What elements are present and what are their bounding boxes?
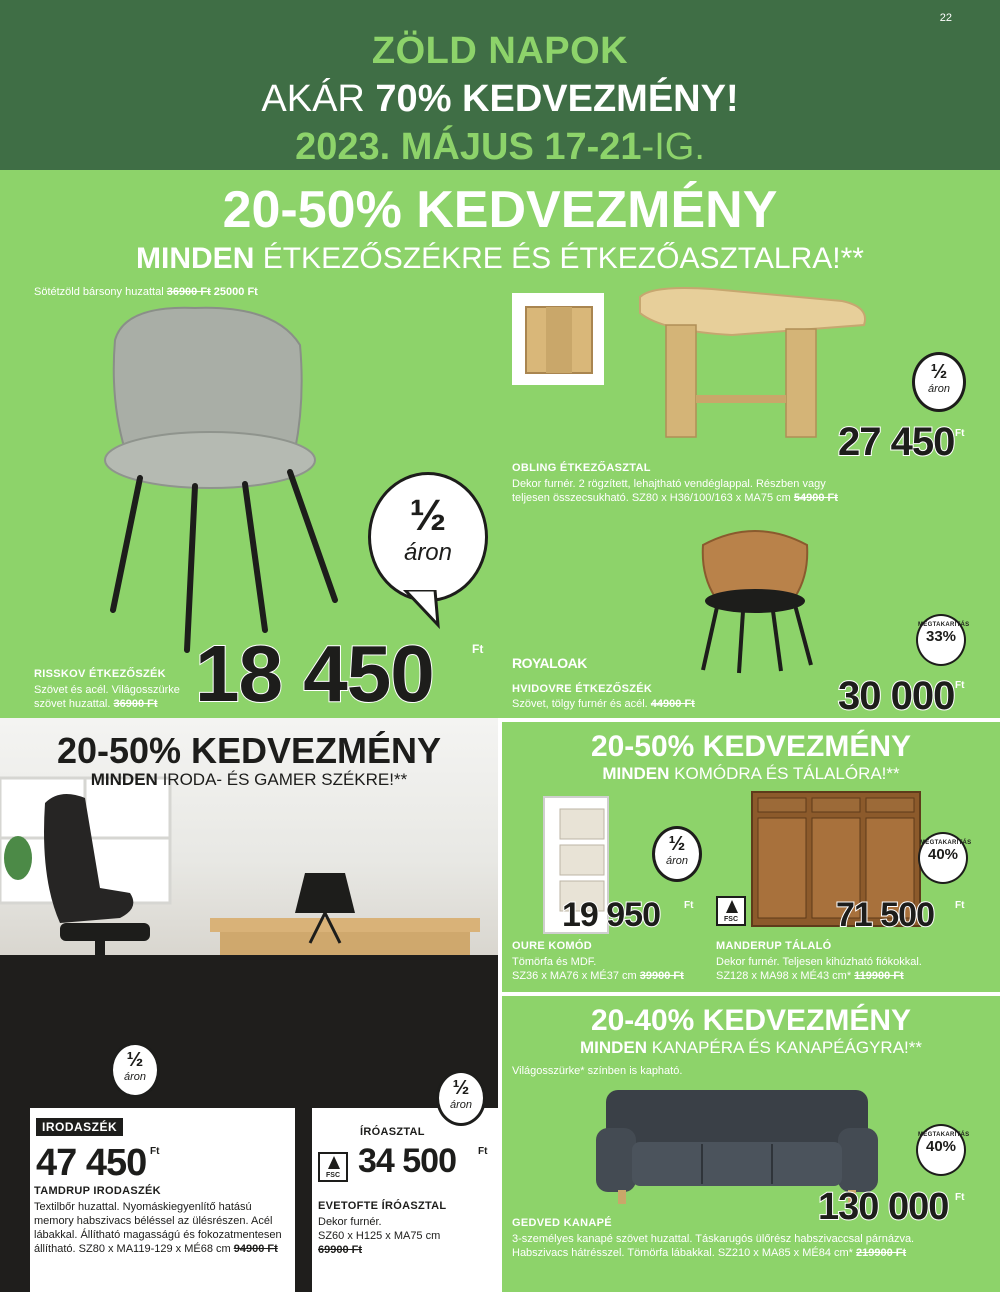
office-subtitle [0,770,498,790]
header-line-2 [0,78,1000,121]
oure-half-price-badge [652,826,702,882]
hvidovre-badge-label: MEGTAKARÍTÁS [918,622,970,628]
oure-currency: Ft [684,900,694,911]
dining-subtitle [0,242,1000,276]
obling-table-image [632,285,872,450]
office-chair-desc-4: állítható. SZ80 x MA119-129 x MÉ68 cm [34,1243,231,1255]
gedved-desc [512,1232,914,1260]
header-line-3-suffix: -IG. [641,126,705,168]
manderup-price: 71 500 [836,896,934,934]
manderup-badge-label: MEGTAKARÍTÁS [920,840,972,846]
oure-badge-half: ½ [668,833,686,855]
gedved-badge-value: 40% [925,1138,957,1155]
header-line-2-prefix: AKÁR [261,78,365,120]
manderup-desc-1: Dekor furnér. Teljesen kihúzható fiókokkal. [716,956,922,968]
office-desk-fsc-text: FSC [326,1172,340,1179]
office-title: 20-50% KEDVEZMÉNY [56,730,442,771]
commode-subtitle-rest: KOMÓDRA ÉS TÁLALÓRA!** [674,764,900,783]
risskov-half-price-badge [368,472,488,602]
obling-name: OBLING ÉTKEZŐASZTAL [512,462,651,474]
commode-subtitle-bold: MINDEN [602,764,670,783]
oure-name: OURE KOMÓD [512,940,592,952]
oure-desc-2: SZ36 x MA76 x MÉ37 cm [512,970,637,982]
header-line-1: ZÖLD NAPOK [371,30,629,72]
risskov-badge-tail-icon [400,590,440,630]
gedved-desc-2: Habszivacs hátrésszel. Tömörfa lábakkal. SZ210 x MA85 x MÉ84 cm* [512,1247,853,1259]
obling-half-price-badge [912,352,966,412]
obling-badge-text: áron [927,383,951,395]
commode-subtitle [502,764,1000,784]
manderup-currency: Ft [955,900,965,911]
office-chair-price: 47 450 [36,1142,147,1184]
obling-currency: Ft [955,428,965,439]
sofa-subtitle-rest: KANAPÉRA ÉS KANAPÉÁGYRA!** [651,1038,922,1057]
hvidovre-desc-1: Szövet, tölgy furnér és acél. [512,698,648,710]
gedved-currency: Ft [955,1192,965,1203]
hvidovre-price: 30 000 [838,674,955,718]
office-desk-desc-2: SZ60 x H125 x MA75 cm [318,1230,441,1242]
oure-old-price: 39900 Ft [639,970,684,982]
gedved-price: 130 000 [818,1186,949,1228]
risskov-currency: Ft [472,642,484,656]
office-subtitle-bold: MINDEN [90,770,158,789]
sofa-subtitle-bold: MINDEN [579,1038,648,1057]
gedved-name: GEDVED KANAPÉ [512,1217,612,1229]
sofa-title: 20-40% KEDVEZMÉNY [590,1004,912,1037]
office-desk-half-price-badge [436,1070,486,1126]
hvidovre-savings-badge [916,614,970,666]
velvet-new-price: 25000 Ft [213,286,258,298]
office-chair-desc-1: Textilbőr huzattal. Nyomáskiegyenlítő hatású [34,1201,252,1213]
office-chair-old-price: 94900 Ft [233,1243,278,1255]
hvidovre-name: HVIDOVRE ÉTKEZŐSZÉK [512,683,653,695]
risskov-name: RISSKOV ÉTKEZŐSZÉK [34,668,166,680]
manderup-fsc-text: FSC [724,916,738,923]
office-chair-desc [34,1200,282,1256]
office-desk-name: EVETOFTE ÍRÓASZTAL [318,1200,447,1212]
dining-subtitle-bold: MINDEN [136,242,255,275]
obling-price: 27 450 [838,420,955,464]
header-line-2-bold: 70% KEDVEZMÉNY! [375,78,739,120]
dining-title: 20-50% KEDVEZMÉNY [222,181,778,239]
office-desk-old-price: 69900 Ft [318,1244,363,1256]
dining-subtitle-rest: ÉTKEZŐSZÉKRE ÉS ÉTKEZŐASZTALRA!** [262,242,864,275]
risskov-price: 18 450 [195,629,434,718]
office-desk-badge-text: áron [449,1099,473,1111]
hvidovre-old-price: 44900 Ft [650,698,695,710]
sofa-note: Világosszürke* színben is kapható. [512,1065,683,1077]
sofa-subtitle [502,1038,1000,1058]
manderup-fsc-logo [716,896,746,926]
risskov-desc-1: Szövet és acél. Világosszürke [34,684,180,696]
office-chair-desc-3: lábakkal. Állítható magasságú és fokozatmentesen [34,1229,282,1241]
office-desk-currency: Ft [478,1146,488,1157]
office-chair-badge-half: ½ [126,1049,144,1071]
office-chair-tag: IRODASZÉK [36,1118,123,1136]
office-chair-currency: Ft [150,1146,160,1157]
oure-badge-text: áron [665,855,689,867]
velvet-old-price: 36900 Ft [166,286,211,298]
gedved-old-price: 219900 Ft [856,1247,907,1259]
risskov-badge-half: ½ [409,491,447,540]
manderup-savings-badge [918,832,972,884]
gedved-desc-1: 3-személyes kanapé szövet huzattal. Táskarugós ülőrész habszivaccsal párnázva. [512,1233,915,1245]
fsc-tree-icon [328,1156,340,1169]
office-desk-tag: ÍRÓASZTAL [360,1126,425,1138]
oure-desc [512,955,684,983]
hvidovre-desc [512,697,695,711]
manderup-desc [716,955,922,983]
commode-title: 20-50% KEDVEZMÉNY [590,730,912,763]
gedved-savings-badge [916,1124,970,1176]
risskov-badge-text: áron [403,539,453,566]
office-desk-badge-half: ½ [452,1077,470,1099]
office-chair-half-price-badge [110,1042,160,1098]
manderup-badge-value: 40% [927,846,959,863]
hvidovre-badge-value: 33% [925,628,957,645]
risskov-chair-image [95,300,355,670]
manderup-desc-2: SZ128 x MA98 x MÉ43 cm* [716,970,852,982]
office-subtitle-rest: IRODA- ÉS GAMER SZÉKRE!** [162,770,408,789]
oure-price: 19 950 [562,896,660,934]
office-chair-badge-text: áron [123,1071,147,1083]
fsc-tree-icon [726,900,738,913]
office-desk-price: 34 500 [358,1142,456,1180]
obling-desc-1: Dekor furnér. 2 rögzített, lehajtható vendéglappal. Részben vagy [512,478,826,490]
manderup-old-price: 119900 Ft [854,970,904,982]
royaloak-logo: ROYALOAK [512,655,587,671]
header-line-3-bold: 2023. MÁJUS 17-21 [295,126,642,168]
risskov-desc-2: szövet huzattal. [34,698,111,710]
header-banner [0,0,1000,170]
velvet-note-text: Sötétzöld bársony huzattal [34,286,164,298]
obling-folded-table-image [512,293,604,385]
gedved-badge-label: MEGTAKARÍTÁS [918,1132,970,1138]
header-line-3 [0,126,1000,169]
velvet-note [34,285,258,299]
office-desk-desc [318,1215,440,1257]
risskov-desc [34,683,180,711]
office-desk-fsc-logo [318,1152,348,1182]
office-chair-name: TAMDRUP IRODASZÉK [34,1185,161,1197]
obling-desc-2: teljesen összecsukható. SZ80 x H36/100/163 x MA75 cm [512,492,791,504]
office-chair-desc-2: memory habszivacs béléssel az ülésrészen. Acél [34,1215,273,1227]
hvidovre-chair-image [695,525,815,675]
page-number: 22 [939,12,952,24]
office-desk-desc-1: Dekor furnér. [318,1216,382,1228]
obling-old-price: 54900 Ft [793,492,838,504]
manderup-name: MANDERUP TÁLALÓ [716,940,832,952]
obling-badge-half: ½ [930,361,948,383]
risskov-old-price: 36900 Ft [113,698,158,710]
oure-desc-1: Tömörfa és MDF. [512,956,597,968]
obling-desc [512,477,838,505]
hvidovre-currency: Ft [955,680,965,691]
